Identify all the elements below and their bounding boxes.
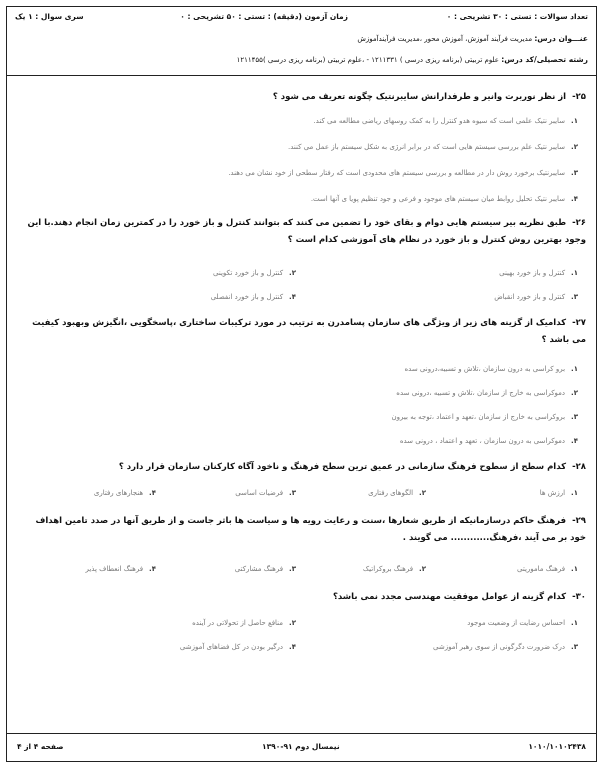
option-30-3[interactable]: ۳.درک ضرورت دگرگونی از سوی رهبر آموزشی: [433, 643, 578, 651]
question-26: [17, 215, 586, 249]
question-number: ۳۰-: [572, 592, 586, 602]
course-title: مدیریت فرآیند آموزش، آموزش محور ،مدیریت فرآیندآموزش: [357, 35, 533, 43]
option-30-1[interactable]: ۱.احساس رضایت از وضعیت موجود: [467, 619, 578, 627]
page-number: صفحه ۴ از ۴: [17, 742, 64, 751]
option-25-1[interactable]: ۱.سایبر نتیک علمی است که سیوه هدو کنترل را به کمک روسهای ریاضی مطالعه می کند.: [313, 117, 578, 125]
question-text: کدام گزینه از عوامل موفقیت مهندسی مجدد نمی باشد؟: [332, 592, 567, 602]
option-28-3[interactable]: ۳.فرضیات اساسی: [235, 489, 296, 497]
header-summary-row: [15, 12, 588, 26]
question-number: ۲۹-: [572, 516, 586, 526]
option-28-4[interactable]: ۴.هنجارهای رفتاری: [93, 489, 156, 497]
option-30-2[interactable]: ۲.منافع حاصل از تحولاتی در آینده: [192, 619, 296, 627]
exam-code: ۱۰۱۰/۱۰۱۰۲۴۳۸: [528, 742, 586, 751]
question-text: فرهنگ حاکم درسازمانیکه از طریق شعارها ،سنت و رعایت رویه ها و سیاست ها باثر جاست و از طریق آنها در صدد تامین اهداف خود بر می آیند ،فرهنگ............ می گویند .: [35, 516, 586, 543]
option-30-4[interactable]: ۴.درگیر بودن در کل فضاهای آموزشی: [179, 643, 296, 651]
question-text: طبق نظریه بیر سیستم هایی دوام و بقای خود را تضمین می کنند که بتوانند کنترل و باز خورد را در کمترین زمان انجام دهند.با این وجود بهترین روش کنترل و باز خورد در نظام های آموزشی کدام است ؟: [27, 218, 586, 245]
course-title-label: عنـــوان درس:: [534, 34, 588, 43]
question-number: ۲۶-: [572, 218, 586, 228]
option-25-2[interactable]: ۲.سایبر نتیک علم بررسی سیستم هایی است که در برابر انرژی به شکل سیستم باز عمل می کنند.: [288, 143, 578, 151]
question-count: تعداد سوالات : تستی : ۳۰ تشریحی : ۰: [446, 12, 588, 21]
option-26-3[interactable]: ۳.کنترل و باز خورد انقباض: [494, 293, 578, 301]
option-29-3[interactable]: ۳.فرهنگ مشارکتی: [234, 565, 296, 573]
question-25: [17, 89, 586, 106]
field-of-study: علوم تربیتی (برنامه ریزی درسی ) ۱۲۱۱۳۳۱ - ،علوم تربیتی (برنامه ریزی درسی )۱۲۱۱۴۵۵: [236, 56, 499, 64]
exam-header: [7, 7, 596, 76]
question-number: ۲۸-: [572, 462, 586, 472]
question-29: [17, 513, 586, 547]
option-29-1[interactable]: ۱.فرهنگ ماموریتی: [517, 565, 578, 573]
option-28-2[interactable]: ۲.الگوهای رفتاری: [368, 489, 426, 497]
field-line: [15, 55, 588, 64]
question-27: [17, 315, 586, 349]
option-29-4[interactable]: ۴.فرهنگ انعطاف پذیر: [85, 565, 156, 573]
question-28: [17, 459, 586, 476]
question-number: ۲۷-: [572, 318, 586, 328]
field-label: رشته تحصیلی/کد درس:: [501, 55, 588, 64]
question-text: کدامیک از گزینه های زیر از ویژگی های سازمان پسامدرن به ترتیب در مورد ترکیبات ساختاری ،پاسخگویی ،انگیزش وبهبود کیفیت می باشد ؟: [32, 318, 586, 345]
exam-footer: [7, 733, 596, 758]
option-26-1[interactable]: ۱.کنترل و باز خورد بهینی: [499, 269, 578, 277]
option-25-3[interactable]: ۳.سایبرنتیک برخورد روش دار در مطالعه و بررسی سیستم های محدودی است که رفتار سطحی از خود نشان می دهند.: [228, 169, 578, 177]
option-26-2[interactable]: ۲.کنترل و باز خورد تکوینی: [213, 269, 296, 277]
question-series: سری سوال : ۱ یک: [15, 12, 84, 21]
question-text: از نظر نوربرت وانیر و طرفدارانش سایبرنتیک چگونه تعریف می شود ؟: [272, 92, 567, 102]
option-27-1[interactable]: ۱.برو کراسی به درون سازمان ،تلاش و تسبیه،درونی سده: [404, 365, 578, 373]
option-28-1[interactable]: ۱.ارزش ها: [539, 489, 578, 497]
option-29-2[interactable]: ۲.فرهنگ بروکراتیک: [362, 565, 426, 573]
option-25-4[interactable]: ۴.سایبر نتیک تحلیل روابط میان سیستم های موجود و فرعی و جود تنظیم پویا ی آنها است.: [310, 195, 578, 203]
option-27-4[interactable]: ۴.دموکراسی به درون سازمان ، تعهد و اعتماد ، درونی سده: [399, 437, 578, 445]
question-number: ۲۵-: [572, 92, 586, 102]
exam-time: زمان آزمون (دقیقه) : تستی : ۵۰ تشریحی : ۰: [180, 12, 348, 21]
option-26-4[interactable]: ۴.کنترل و باز خورد انفصلی: [210, 293, 296, 301]
option-27-2[interactable]: ۲.دموکراسی به خارج از سازمان ،تلاش و تسبیه ،درونی سده: [396, 389, 578, 397]
question-text: کدام سطح از سطوح فرهنگ سازمانی در عمیق ترین سطح فرهنگ و ناخود آگاه کارکنان سازمان قرار دارد ؟: [118, 462, 567, 472]
option-27-3[interactable]: ۳.بروکراسی به خارج از سازمان ،تعهد و اعتماد ،توجه به بیرون: [391, 413, 578, 421]
course-title-line: [15, 34, 588, 43]
question-30: [17, 589, 586, 606]
semester: نیمسال دوم ۹۱-۱۳۹۰: [262, 742, 340, 751]
exam-sheet: [6, 6, 597, 762]
